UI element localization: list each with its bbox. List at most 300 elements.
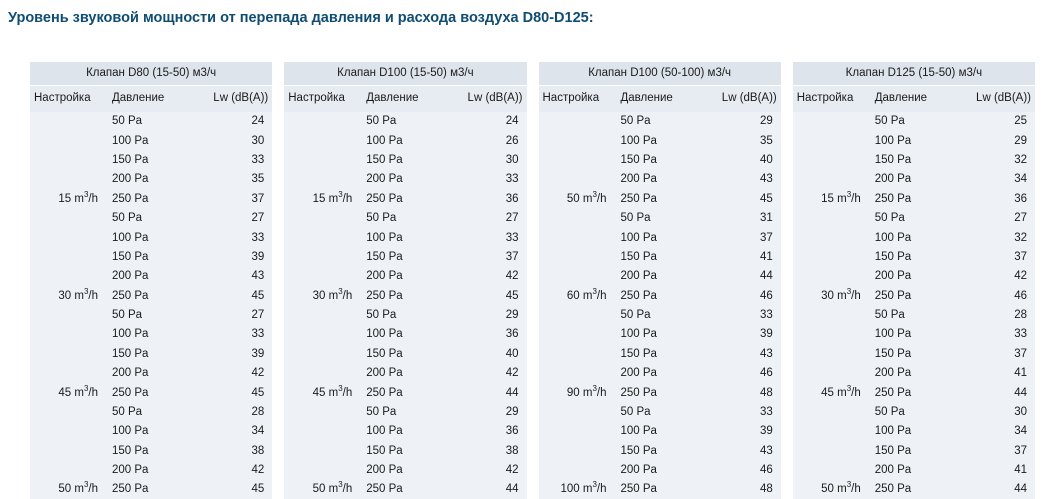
- cell-lw: 38: [207, 441, 272, 460]
- cell-flow-setting: 30 $m^3/h$: [793, 286, 867, 305]
- cell-lw: 40: [462, 344, 527, 363]
- cell-flow-setting: 50 $m^3/h$: [30, 480, 104, 499]
- cell-pressure: 50 Pa: [613, 306, 716, 325]
- table-row: [284, 306, 526, 325]
- cell-flow-setting: [539, 364, 613, 383]
- table-row: [793, 209, 1035, 228]
- cell-pressure: 200 Pa: [104, 461, 207, 480]
- cell-pressure: 200 Pa: [358, 170, 461, 189]
- table-row: [30, 383, 272, 402]
- cell-lw: 46: [716, 286, 781, 305]
- table-row: [793, 170, 1035, 189]
- column-header-setting: Настройка: [30, 86, 104, 112]
- cell-flow-setting: [30, 112, 104, 131]
- cell-pressure: 150 Pa: [613, 247, 716, 266]
- cell-pressure: 250 Pa: [358, 189, 461, 208]
- cell-lw: 39: [716, 422, 781, 441]
- cell-lw: 39: [716, 325, 781, 344]
- table-row: [30, 112, 272, 131]
- table-row: [539, 402, 781, 421]
- cell-lw: 29: [462, 402, 527, 421]
- table-row: [539, 209, 781, 228]
- cell-flow-setting: [793, 422, 867, 441]
- cell-flow-setting: [793, 228, 867, 247]
- cell-flow-setting: 45 $m^3/h$: [30, 383, 104, 402]
- cell-lw: 24: [462, 112, 527, 131]
- table-row: [539, 383, 781, 402]
- table-row: [284, 441, 526, 460]
- table-row: [30, 325, 272, 344]
- table-row: [284, 383, 526, 402]
- table-row: [30, 402, 272, 421]
- table-row: [793, 189, 1035, 208]
- cell-lw: 35: [716, 131, 781, 150]
- cell-flow-setting: [284, 209, 358, 228]
- cell-lw: 37: [716, 228, 781, 247]
- cell-lw: 41: [970, 364, 1035, 383]
- noise-level-table: [284, 62, 526, 499]
- column-header-lw: Lw (dB(A)): [462, 86, 527, 112]
- cell-flow-setting: [793, 247, 867, 266]
- cell-lw: 33: [716, 402, 781, 421]
- cell-lw: 34: [970, 422, 1035, 441]
- cell-flow-setting: 50 $m^3/h$: [284, 480, 358, 499]
- table-caption-row: [284, 62, 526, 86]
- cell-pressure: 100 Pa: [358, 228, 461, 247]
- table-row: [539, 112, 781, 131]
- cell-flow-setting: [30, 209, 104, 228]
- cell-flow-setting: 30 $m^3/h$: [284, 286, 358, 305]
- table-row: [30, 170, 272, 189]
- cell-lw: 33: [970, 325, 1035, 344]
- table-row: [284, 131, 526, 150]
- noise-level-table: [539, 62, 781, 499]
- cell-lw: 46: [716, 461, 781, 480]
- table-row: [30, 480, 272, 499]
- table-row: [793, 383, 1035, 402]
- table-header-row: [284, 86, 526, 112]
- cell-pressure: 150 Pa: [104, 247, 207, 266]
- cell-lw: 33: [462, 170, 527, 189]
- table-header-row: [539, 86, 781, 112]
- table-header-row: [793, 86, 1035, 112]
- cell-pressure: 150 Pa: [104, 151, 207, 170]
- cell-pressure: 200 Pa: [867, 461, 970, 480]
- cell-lw: 43: [207, 267, 272, 286]
- table-row: [284, 112, 526, 131]
- cell-lw: 36: [462, 325, 527, 344]
- table-row: [284, 267, 526, 286]
- cell-pressure: 250 Pa: [613, 189, 716, 208]
- cell-pressure: 150 Pa: [867, 247, 970, 266]
- table-row: [284, 286, 526, 305]
- cell-pressure: 250 Pa: [613, 383, 716, 402]
- table-row: [793, 364, 1035, 383]
- cell-flow-setting: [539, 402, 613, 421]
- cell-flow-setting: [793, 131, 867, 150]
- tables-area: [30, 62, 1035, 499]
- cell-lw: 44: [970, 383, 1035, 402]
- table-row: [539, 170, 781, 189]
- table-caption: Клапан D125 (15-50) м3/ч: [793, 62, 1035, 86]
- cell-lw: 31: [716, 209, 781, 228]
- cell-lw: 45: [462, 286, 527, 305]
- cell-pressure: 50 Pa: [358, 209, 461, 228]
- cell-lw: 27: [970, 209, 1035, 228]
- cell-pressure: 50 Pa: [104, 209, 207, 228]
- cell-flow-setting: [284, 131, 358, 150]
- table-row: [284, 228, 526, 247]
- cell-lw: 25: [970, 112, 1035, 131]
- cell-flow-setting: [539, 170, 613, 189]
- table-row: [284, 402, 526, 421]
- cell-flow-setting: [284, 112, 358, 131]
- cell-pressure: 100 Pa: [104, 228, 207, 247]
- cell-flow-setting: 45 $m^3/h$: [284, 383, 358, 402]
- cell-flow-setting: 45 $m^3/h$: [793, 383, 867, 402]
- table-row: [793, 247, 1035, 266]
- cell-pressure: 50 Pa: [104, 112, 207, 131]
- cell-pressure: 50 Pa: [358, 402, 461, 421]
- cell-lw: 37: [970, 344, 1035, 363]
- cell-pressure: 100 Pa: [613, 325, 716, 344]
- cell-flow-setting: [793, 344, 867, 363]
- cell-pressure: 100 Pa: [358, 131, 461, 150]
- cell-pressure: 200 Pa: [613, 364, 716, 383]
- column-header-setting: Настройка: [793, 86, 867, 112]
- table-row: [539, 189, 781, 208]
- table-row: [30, 422, 272, 441]
- cell-flow-setting: [284, 402, 358, 421]
- cell-pressure: 250 Pa: [358, 286, 461, 305]
- cell-lw: 39: [207, 247, 272, 266]
- cell-lw: 42: [462, 461, 527, 480]
- table-row: [30, 131, 272, 150]
- cell-lw: 30: [207, 131, 272, 150]
- table-caption: Клапан D80 (15-50) м3/ч: [30, 62, 272, 86]
- cell-lw: 27: [462, 209, 527, 228]
- cell-flow-setting: [30, 170, 104, 189]
- table-row: [30, 364, 272, 383]
- cell-pressure: 150 Pa: [358, 247, 461, 266]
- cell-lw: 29: [970, 131, 1035, 150]
- cell-pressure: 50 Pa: [867, 402, 970, 421]
- cell-lw: 36: [970, 189, 1035, 208]
- cell-lw: 36: [462, 422, 527, 441]
- cell-pressure: 200 Pa: [104, 170, 207, 189]
- page-title: Уровень звуковой мощности от перепада давления и расхода воздуха D80-D125:: [8, 10, 594, 26]
- cell-flow-setting: 60 $m^3/h$: [539, 286, 613, 305]
- column-header-pressure: Давление: [358, 86, 461, 112]
- cell-flow-setting: [539, 209, 613, 228]
- cell-flow-setting: [30, 402, 104, 421]
- table-caption-row: [539, 62, 781, 86]
- cell-flow-setting: [284, 151, 358, 170]
- cell-pressure: 50 Pa: [867, 209, 970, 228]
- column-header-lw: Lw (dB(A)): [207, 86, 272, 112]
- cell-lw: 33: [207, 151, 272, 170]
- cell-pressure: 250 Pa: [358, 480, 461, 499]
- table-row: [284, 209, 526, 228]
- cell-flow-setting: [30, 422, 104, 441]
- table-row: [284, 480, 526, 499]
- table-caption: Клапан D100 (15-50) м3/ч: [284, 62, 526, 86]
- cell-flow-setting: [539, 228, 613, 247]
- cell-lw: 28: [207, 402, 272, 421]
- cell-flow-setting: [793, 325, 867, 344]
- cell-lw: 30: [462, 151, 527, 170]
- cell-pressure: 150 Pa: [358, 441, 461, 460]
- cell-lw: 42: [207, 364, 272, 383]
- cell-lw: 33: [207, 325, 272, 344]
- cell-flow-setting: [30, 441, 104, 460]
- cell-pressure: 250 Pa: [104, 480, 207, 499]
- cell-flow-setting: [539, 344, 613, 363]
- cell-pressure: 50 Pa: [613, 209, 716, 228]
- cell-flow-setting: [30, 344, 104, 363]
- cell-flow-setting: [793, 402, 867, 421]
- table-row: [539, 228, 781, 247]
- cell-flow-setting: [793, 306, 867, 325]
- cell-flow-setting: [284, 364, 358, 383]
- table-row: [539, 441, 781, 460]
- cell-lw: 44: [462, 480, 527, 499]
- cell-lw: 37: [462, 247, 527, 266]
- cell-lw: 45: [207, 286, 272, 305]
- table-row: [793, 131, 1035, 150]
- cell-flow-setting: [793, 267, 867, 286]
- cell-pressure: 250 Pa: [867, 189, 970, 208]
- table-row: [30, 247, 272, 266]
- table-row: [284, 247, 526, 266]
- cell-pressure: 250 Pa: [613, 286, 716, 305]
- cell-pressure: 150 Pa: [358, 344, 461, 363]
- cell-lw: 45: [207, 480, 272, 499]
- cell-lw: 24: [207, 112, 272, 131]
- table-row: [793, 228, 1035, 247]
- table-row: [539, 364, 781, 383]
- cell-flow-setting: 90 $m^3/h$: [539, 383, 613, 402]
- cell-flow-setting: [30, 151, 104, 170]
- table-row: [793, 306, 1035, 325]
- cell-lw: 42: [462, 267, 527, 286]
- cell-pressure: 200 Pa: [613, 170, 716, 189]
- cell-pressure: 200 Pa: [358, 461, 461, 480]
- table-row: [539, 286, 781, 305]
- table-row: [30, 228, 272, 247]
- cell-flow-setting: [793, 112, 867, 131]
- cell-lw: 34: [970, 170, 1035, 189]
- table-row: [284, 325, 526, 344]
- cell-flow-setting: [284, 228, 358, 247]
- cell-flow-setting: [539, 151, 613, 170]
- cell-lw: 45: [716, 189, 781, 208]
- cell-pressure: 50 Pa: [613, 402, 716, 421]
- cell-lw: 35: [207, 170, 272, 189]
- table-row: [284, 364, 526, 383]
- cell-lw: 30: [970, 402, 1035, 421]
- cell-flow-setting: [539, 267, 613, 286]
- cell-lw: 38: [462, 441, 527, 460]
- cell-lw: 37: [970, 441, 1035, 460]
- table-row: [793, 112, 1035, 131]
- cell-lw: 26: [462, 131, 527, 150]
- cell-pressure: 100 Pa: [358, 325, 461, 344]
- cell-pressure: 250 Pa: [613, 480, 716, 499]
- table-row: [793, 286, 1035, 305]
- cell-pressure: 100 Pa: [867, 422, 970, 441]
- cell-lw: 45: [207, 383, 272, 402]
- table-row: [539, 267, 781, 286]
- cell-pressure: 200 Pa: [104, 267, 207, 286]
- cell-pressure: 100 Pa: [104, 131, 207, 150]
- table-row: [539, 306, 781, 325]
- cell-pressure: 50 Pa: [358, 306, 461, 325]
- cell-lw: 48: [716, 480, 781, 499]
- cell-pressure: 100 Pa: [104, 325, 207, 344]
- cell-flow-setting: 50 $m^3/h$: [793, 480, 867, 499]
- cell-pressure: 150 Pa: [613, 151, 716, 170]
- cell-pressure: 50 Pa: [104, 306, 207, 325]
- cell-pressure: 200 Pa: [613, 267, 716, 286]
- table-row: [30, 344, 272, 363]
- table-row: [793, 402, 1035, 421]
- cell-flow-setting: [284, 422, 358, 441]
- cell-pressure: 100 Pa: [358, 422, 461, 441]
- cell-lw: 29: [462, 306, 527, 325]
- column-header-pressure: Давление: [613, 86, 716, 112]
- cell-flow-setting: [284, 170, 358, 189]
- table-row: [284, 170, 526, 189]
- noise-level-table: [793, 62, 1035, 499]
- cell-pressure: 200 Pa: [613, 461, 716, 480]
- table-row: [793, 422, 1035, 441]
- cell-pressure: 200 Pa: [867, 267, 970, 286]
- table-row: [793, 344, 1035, 363]
- cell-lw: 46: [716, 364, 781, 383]
- cell-lw: 36: [462, 189, 527, 208]
- table-row: [284, 151, 526, 170]
- cell-lw: 44: [462, 383, 527, 402]
- cell-flow-setting: [30, 228, 104, 247]
- cell-flow-setting: [30, 131, 104, 150]
- cell-lw: 43: [716, 344, 781, 363]
- cell-flow-setting: [539, 441, 613, 460]
- cell-pressure: 150 Pa: [358, 151, 461, 170]
- cell-flow-setting: [793, 364, 867, 383]
- cell-flow-setting: [284, 325, 358, 344]
- table-row: [30, 267, 272, 286]
- cell-lw: 40: [716, 151, 781, 170]
- cell-flow-setting: [539, 325, 613, 344]
- cell-lw: 42: [207, 461, 272, 480]
- cell-flow-setting: [284, 247, 358, 266]
- cell-lw: 33: [462, 228, 527, 247]
- column-header-pressure: Давление: [104, 86, 207, 112]
- table-row: [539, 247, 781, 266]
- cell-flow-setting: [30, 306, 104, 325]
- cell-lw: 27: [207, 306, 272, 325]
- cell-pressure: 150 Pa: [867, 151, 970, 170]
- cell-flow-setting: [539, 247, 613, 266]
- cell-pressure: 50 Pa: [358, 112, 461, 131]
- cell-pressure: 250 Pa: [867, 286, 970, 305]
- column-header-lw: Lw (dB(A)): [970, 86, 1035, 112]
- table-row: [539, 131, 781, 150]
- cell-pressure: 150 Pa: [867, 344, 970, 363]
- cell-flow-setting: 15 $m^3/h$: [30, 189, 104, 208]
- cell-lw: 37: [207, 189, 272, 208]
- cell-flow-setting: 30 $m^3/h$: [30, 286, 104, 305]
- cell-lw: 42: [970, 267, 1035, 286]
- cell-pressure: 150 Pa: [613, 344, 716, 363]
- table-caption-row: [30, 62, 272, 86]
- cell-pressure: 200 Pa: [104, 364, 207, 383]
- cell-lw: 46: [970, 286, 1035, 305]
- cell-flow-setting: [793, 151, 867, 170]
- cell-lw: 43: [716, 170, 781, 189]
- cell-pressure: 100 Pa: [867, 325, 970, 344]
- cell-pressure: 150 Pa: [104, 344, 207, 363]
- table-row: [793, 480, 1035, 499]
- cell-lw: 33: [207, 228, 272, 247]
- cell-lw: 48: [716, 383, 781, 402]
- cell-lw: 44: [716, 267, 781, 286]
- cell-flow-setting: [539, 422, 613, 441]
- cell-pressure: 100 Pa: [613, 131, 716, 150]
- cell-pressure: 100 Pa: [613, 228, 716, 247]
- cell-lw: 34: [207, 422, 272, 441]
- cell-pressure: 150 Pa: [104, 441, 207, 460]
- cell-lw: 41: [970, 461, 1035, 480]
- table-row: [793, 267, 1035, 286]
- cell-pressure: 200 Pa: [867, 364, 970, 383]
- cell-pressure: 150 Pa: [613, 441, 716, 460]
- cell-pressure: 250 Pa: [104, 189, 207, 208]
- cell-flow-setting: 15 $m^3/h$: [793, 189, 867, 208]
- column-header-setting: Настройка: [284, 86, 358, 112]
- cell-flow-setting: [284, 344, 358, 363]
- cell-lw: 43: [716, 441, 781, 460]
- table-header-row: [30, 86, 272, 112]
- column-header-setting: Настройка: [539, 86, 613, 112]
- cell-pressure: 100 Pa: [867, 228, 970, 247]
- cell-flow-setting: [793, 170, 867, 189]
- table-row: [284, 422, 526, 441]
- cell-pressure: 250 Pa: [867, 480, 970, 499]
- cell-lw: 28: [970, 306, 1035, 325]
- cell-flow-setting: [539, 131, 613, 150]
- cell-flow-setting: [30, 364, 104, 383]
- table-row: [539, 344, 781, 363]
- table-row: [30, 209, 272, 228]
- cell-flow-setting: [793, 441, 867, 460]
- table-row: [793, 441, 1035, 460]
- cell-flow-setting: [284, 306, 358, 325]
- cell-flow-setting: [539, 112, 613, 131]
- cell-flow-setting: [793, 209, 867, 228]
- noise-level-table: [30, 62, 272, 499]
- table-row: [793, 325, 1035, 344]
- cell-lw: 37: [970, 247, 1035, 266]
- table-row: [30, 189, 272, 208]
- cell-flow-setting: [30, 267, 104, 286]
- table-row: [30, 306, 272, 325]
- cell-pressure: 200 Pa: [867, 170, 970, 189]
- cell-flow-setting: [30, 325, 104, 344]
- cell-flow-setting: [30, 247, 104, 266]
- cell-lw: 42: [462, 364, 527, 383]
